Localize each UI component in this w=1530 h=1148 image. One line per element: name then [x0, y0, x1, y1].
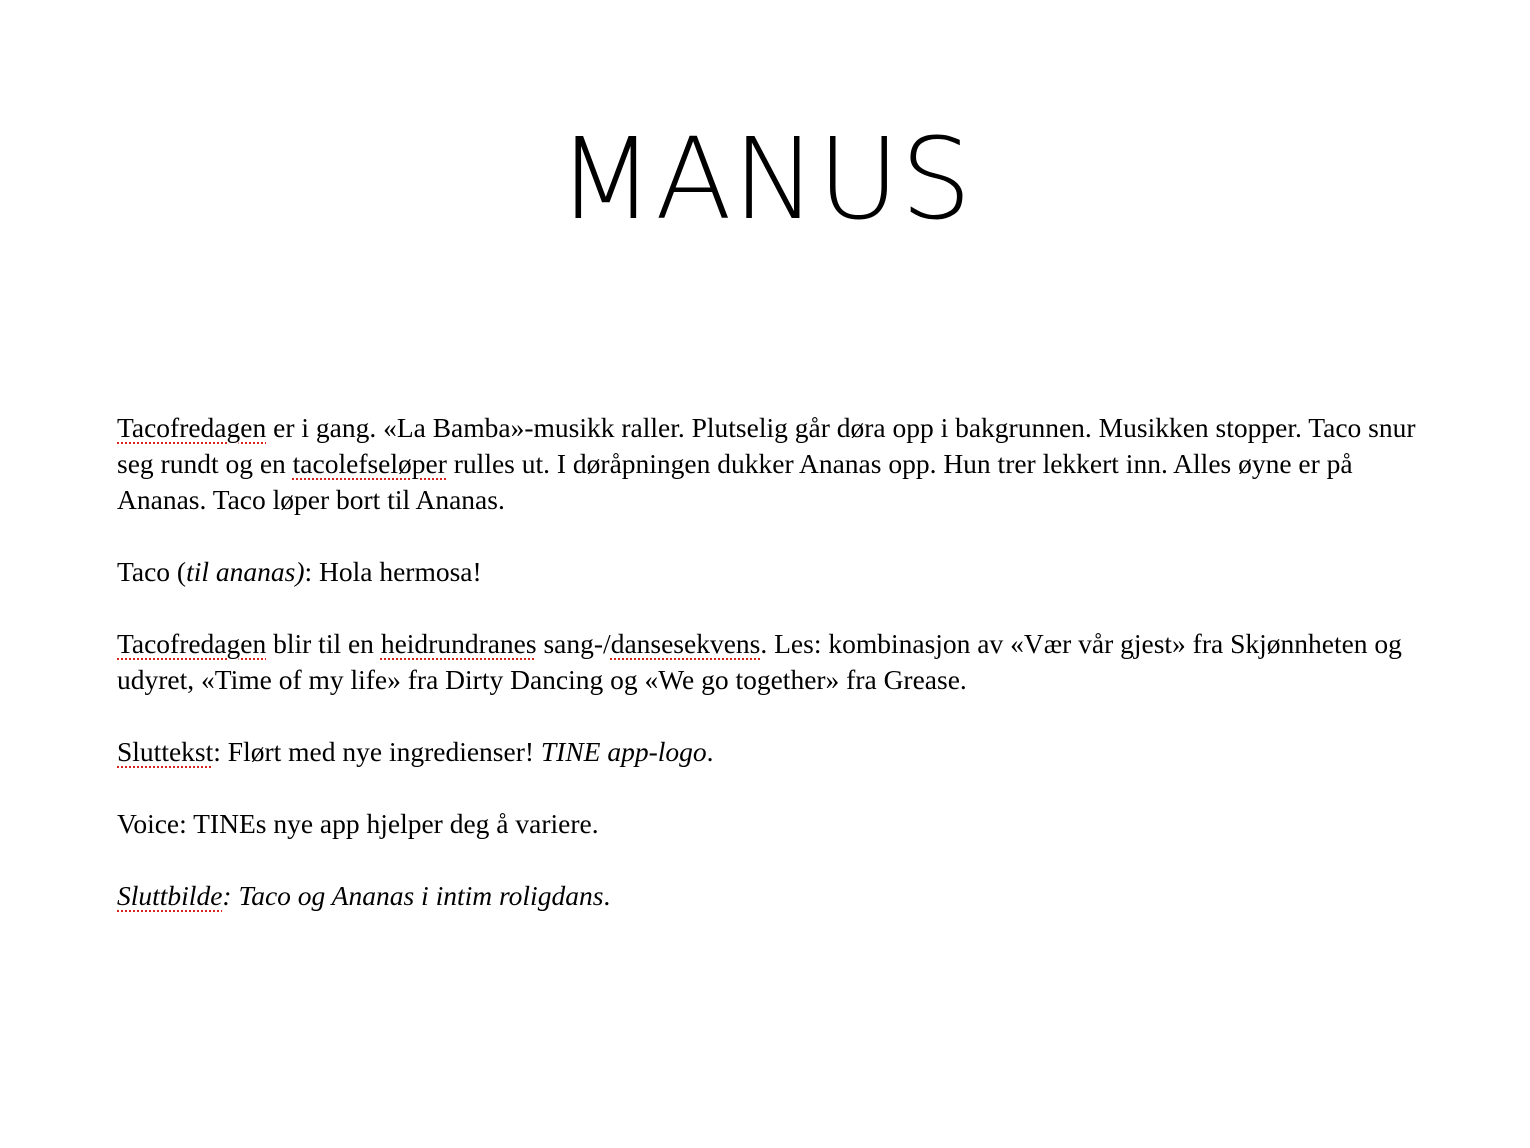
slide-title: MANUS [557, 115, 973, 245]
text-run: . [706, 736, 714, 767]
misspelled-word[interactable]: Sluttekst [117, 736, 214, 767]
misspelled-word[interactable]: Tacofredagen [117, 412, 267, 443]
text-run: er i gang. «La Bamba»-musikk raller. Plutselig går døra opp i bakgrunnen. Musikken stopper. Taco snur seg rundt og en [117, 412, 1416, 479]
paragraph-voice [117, 806, 1447, 842]
scene-direction: : Taco og Ananas i intim roligdans [222, 880, 604, 911]
text-run: sang-/ [536, 628, 611, 659]
paragraph-dialogue [117, 554, 1447, 590]
text-run: rulles ut. I døråpningen dukker Ananas opp. Hun trer lekkert inn. Alles øyne er på Ananas. Taco løper bort til Ananas. [117, 448, 1353, 515]
misspelled-word[interactable]: Sluttbilde [117, 880, 223, 911]
text-run: Voice: TINEs nye app hjelper deg å variere. [117, 808, 599, 839]
text-run: . [603, 880, 611, 911]
text-run: : Hola hermosa! [304, 556, 482, 587]
text-run: . Les: kombinasjon av «Vær vår gjest» fra Skjønnheten og udyret, «Time of my life» fra Dirty Dancing og «We go together» fra Grease. [117, 628, 1402, 695]
script-body [117, 410, 1447, 914]
logo-direction: TINE app-logo [540, 736, 707, 767]
paragraph-end-image [117, 878, 1447, 914]
text-run: : Flørt med nye ingredienser! [213, 736, 541, 767]
paragraph-end-text [117, 734, 1447, 770]
misspelled-word[interactable]: tacolefseløper [292, 448, 447, 479]
misspelled-word[interactable]: dansesekvens [610, 628, 761, 659]
misspelled-word[interactable]: heidrundranes [380, 628, 537, 659]
paragraph-song-sequence [117, 626, 1447, 698]
paragraph-scene-intro [117, 410, 1447, 518]
misspelled-word[interactable]: Tacofredagen [117, 628, 267, 659]
stage-direction: til ananas) [186, 556, 305, 587]
text-run: Taco ( [117, 556, 187, 587]
text-run: blir til en [266, 628, 381, 659]
